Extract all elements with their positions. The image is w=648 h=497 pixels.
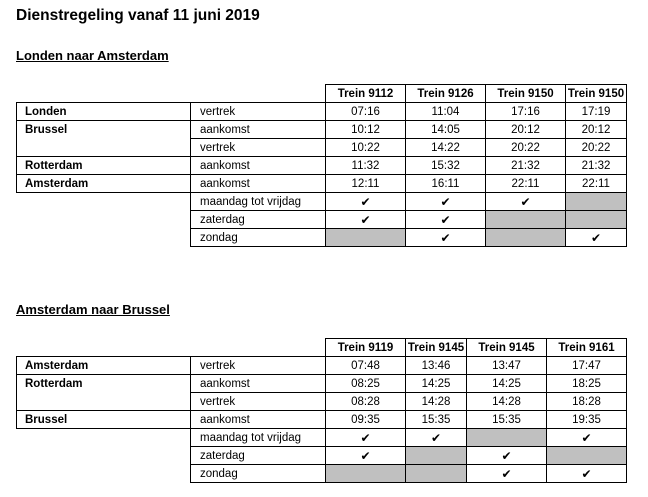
check-mark: ✔ <box>406 193 486 211</box>
time-cell: 22:11 <box>486 175 566 193</box>
time-cell: 19:35 <box>547 411 627 429</box>
check-mark: ✔ <box>467 447 547 465</box>
time-cell: 11:32 <box>326 157 406 175</box>
unavailable-cell <box>406 465 467 483</box>
train-header: Trein 9119 <box>326 339 406 357</box>
time-cell: 07:16 <box>326 103 406 121</box>
unavailable-cell <box>547 447 627 465</box>
unavailable-cell <box>467 429 547 447</box>
table-row <box>17 121 627 139</box>
unavailable-cell <box>406 447 467 465</box>
section-heading-amsterdam-brussel: Amsterdam naar Brussel <box>16 302 170 317</box>
train-header: Trein 9161 <box>547 339 627 357</box>
check-mark: ✔ <box>547 465 627 483</box>
station-name: Amsterdam <box>17 175 191 193</box>
station-name: Brussel <box>17 121 191 139</box>
time-cell: 11:04 <box>406 103 486 121</box>
time-cell: 18:28 <box>547 393 627 411</box>
day-label: zondag <box>191 465 326 483</box>
stop-type: aankomst <box>191 375 326 393</box>
check-mark: ✔ <box>406 429 467 447</box>
station-name: Londen <box>17 103 191 121</box>
time-cell: 20:22 <box>566 139 627 157</box>
table-row <box>17 411 627 429</box>
day-label: zaterdag <box>191 211 326 229</box>
time-cell: 14:25 <box>467 375 547 393</box>
check-mark: ✔ <box>406 211 486 229</box>
time-cell: 14:28 <box>467 393 547 411</box>
station-name <box>17 393 191 411</box>
train-header: Trein 9112 <box>326 85 406 103</box>
check-mark: ✔ <box>486 193 566 211</box>
header-row <box>17 85 627 103</box>
train-header: Trein 9145 <box>406 339 467 357</box>
check-mark: ✔ <box>467 465 547 483</box>
day-row <box>17 193 627 211</box>
time-cell: 10:12 <box>326 121 406 139</box>
station-name <box>17 139 191 157</box>
table-row <box>17 157 627 175</box>
timetable-londen-amsterdam <box>16 84 627 247</box>
day-row <box>17 447 627 465</box>
time-cell: 17:19 <box>566 103 627 121</box>
time-cell: 18:25 <box>547 375 627 393</box>
stop-type: vertrek <box>191 139 326 157</box>
time-cell: 08:28 <box>326 393 406 411</box>
stop-type: vertrek <box>191 103 326 121</box>
table-row <box>17 357 627 375</box>
table-row <box>17 393 627 411</box>
stop-type: vertrek <box>191 393 326 411</box>
time-cell: 20:12 <box>566 121 627 139</box>
stop-type: vertrek <box>191 357 326 375</box>
stop-type: aankomst <box>191 157 326 175</box>
day-row <box>17 211 627 229</box>
day-label: zaterdag <box>191 447 326 465</box>
check-mark: ✔ <box>326 429 406 447</box>
unavailable-cell <box>326 465 406 483</box>
station-name: Rotterdam <box>17 375 191 393</box>
time-cell: 12:11 <box>326 175 406 193</box>
stop-type: aankomst <box>191 175 326 193</box>
stop-type: aankomst <box>191 411 326 429</box>
time-cell: 09:35 <box>326 411 406 429</box>
day-label: maandag tot vrijdag <box>191 429 326 447</box>
check-mark: ✔ <box>326 193 406 211</box>
stop-type: aankomst <box>191 121 326 139</box>
station-name: Amsterdam <box>17 357 191 375</box>
day-label: zondag <box>191 229 326 247</box>
unavailable-cell <box>566 211 627 229</box>
day-row <box>17 429 627 447</box>
check-mark: ✔ <box>566 229 627 247</box>
time-cell: 14:28 <box>406 393 467 411</box>
time-cell: 16:11 <box>406 175 486 193</box>
time-cell: 17:16 <box>486 103 566 121</box>
time-cell: 14:05 <box>406 121 486 139</box>
train-header: Trein 9126 <box>406 85 486 103</box>
table-row <box>17 103 627 121</box>
time-cell: 15:32 <box>406 157 486 175</box>
check-mark: ✔ <box>406 229 486 247</box>
time-cell: 14:22 <box>406 139 486 157</box>
time-cell: 10:22 <box>326 139 406 157</box>
header-row <box>17 339 627 357</box>
time-cell: 07:48 <box>326 357 406 375</box>
timetable-amsterdam-brussel <box>16 338 627 483</box>
page-title: Dienstregeling vanaf 11 juni 2019 <box>16 7 260 24</box>
unavailable-cell <box>326 229 406 247</box>
train-header: Trein 9150 <box>486 85 566 103</box>
train-header: Trein 9145 <box>467 339 547 357</box>
check-mark: ✔ <box>326 211 406 229</box>
section-heading-londen-amsterdam: Londen naar Amsterdam <box>16 48 169 63</box>
table-row <box>17 175 627 193</box>
unavailable-cell <box>566 193 627 211</box>
time-cell: 20:12 <box>486 121 566 139</box>
time-cell: 17:47 <box>547 357 627 375</box>
check-mark: ✔ <box>547 429 627 447</box>
time-cell: 13:47 <box>467 357 547 375</box>
day-row <box>17 229 627 247</box>
unavailable-cell <box>486 211 566 229</box>
time-cell: 15:35 <box>467 411 547 429</box>
station-name: Rotterdam <box>17 157 191 175</box>
time-cell: 14:25 <box>406 375 467 393</box>
time-cell: 21:32 <box>566 157 627 175</box>
check-mark: ✔ <box>326 447 406 465</box>
time-cell: 21:32 <box>486 157 566 175</box>
time-cell: 15:35 <box>406 411 467 429</box>
table-row <box>17 139 627 157</box>
time-cell: 08:25 <box>326 375 406 393</box>
unavailable-cell <box>486 229 566 247</box>
time-cell: 20:22 <box>486 139 566 157</box>
table-row <box>17 375 627 393</box>
train-header: Trein 9150 <box>566 85 627 103</box>
day-label: maandag tot vrijdag <box>191 193 326 211</box>
time-cell: 13:46 <box>406 357 467 375</box>
day-row <box>17 465 627 483</box>
time-cell: 22:11 <box>566 175 627 193</box>
station-name: Brussel <box>17 411 191 429</box>
